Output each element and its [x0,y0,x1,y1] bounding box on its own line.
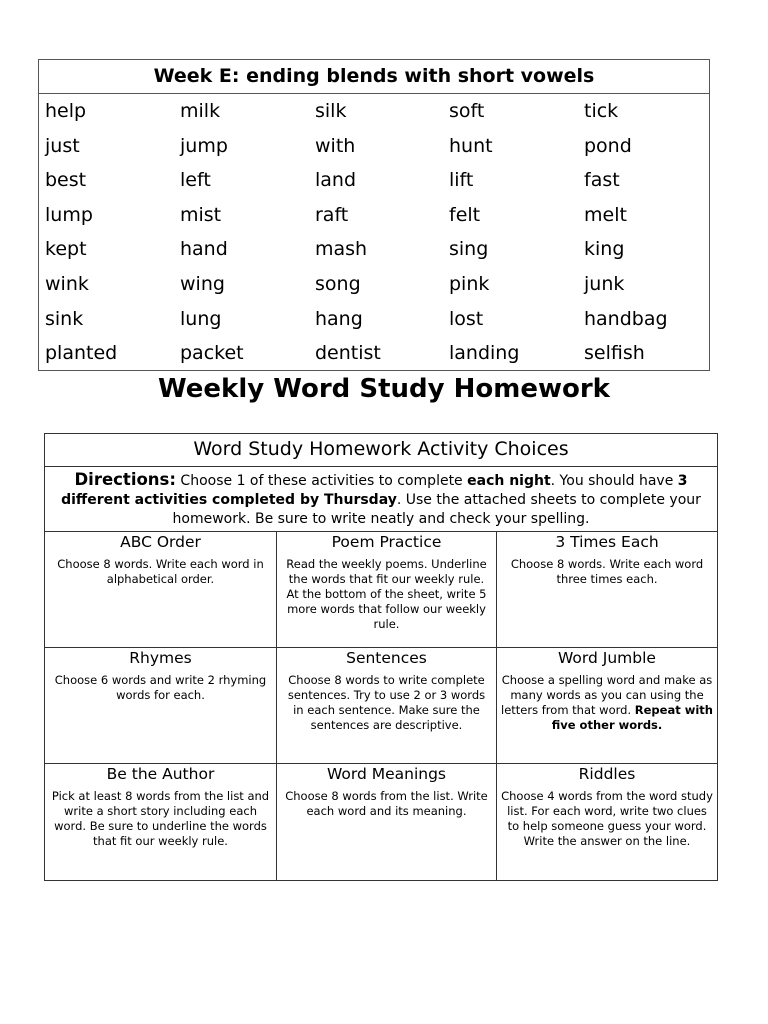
spelling-word: junk [584,272,625,295]
directions [45,467,717,532]
directions-bold-1: each night [467,473,551,489]
spelling-word: sink [45,307,84,330]
spelling-word: jump [180,134,228,157]
spelling-word: lift [449,169,474,192]
spelling-word: tick [584,100,619,122]
activity-note: Repeat with five other words. [551,703,713,732]
word-grid [39,94,709,371]
activity-title: Rhymes [129,649,192,667]
spelling-word: left [180,169,211,192]
spelling-word: raft [315,203,349,226]
spelling-word: soft [449,100,485,122]
activity-cell [45,648,277,764]
activity-cell [497,532,717,648]
spelling-word: song [315,272,361,295]
page-title: Weekly Word Study Homework [158,374,610,404]
activity-description [281,789,492,819]
spelling-word: handbag [584,307,668,330]
spelling-word: fast [584,169,620,192]
activity-description-text: Choose 8 words. Write each word in alphabetical order. [57,557,264,586]
activity-description [49,673,272,703]
directions-text-3: . Use the attached sheets to complete your homework. Be sure to write neatly and check your spelling. [172,492,701,527]
spelling-word: lost [449,307,484,330]
activity-description-text: Choose 8 words from the list. Write each word and its meaning. [285,789,488,818]
directions-text-2: . You should have [550,473,678,489]
activity-choices-table [44,433,718,881]
spelling-word: just [45,134,80,157]
spelling-word: sing [449,238,489,261]
activity-description-text: Choose 8 words. Write each word three times each. [510,557,704,586]
spelling-word: pond [584,134,632,157]
spelling-word: selfish [584,342,645,365]
activity-cell [497,764,717,880]
spelling-word: pink [449,272,490,295]
activity-grid [45,532,717,880]
activity-title: Riddles [578,765,636,783]
activity-cell [497,648,717,764]
activity-cell [277,764,497,880]
spelling-word: wing [180,272,225,295]
activity-description [501,789,713,849]
activity-title: Poem Practice [331,533,442,551]
spelling-word: melt [584,203,627,226]
spelling-word: lung [180,307,222,330]
activity-description [49,557,272,587]
spelling-word: hunt [449,134,493,157]
activity-description-text: Choose 8 words to write complete sentences. Try to use 2 or 3 words in each sentence. Make sure the sentences are descriptive. [287,673,486,732]
activity-title: Word Jumble [558,649,656,667]
spelling-word: dentist [315,342,381,365]
spelling-word: felt [449,203,481,226]
spelling-word-table [38,59,710,371]
spelling-word: milk [180,100,221,122]
activity-cell [45,764,277,880]
activity-title: Sentences [346,649,427,667]
activity-description [501,557,713,587]
spelling-word: hang [315,307,363,330]
spelling-word: kept [45,238,87,261]
spelling-word: landing [449,342,520,365]
activity-description-text: Read the weekly poems. Underline the words that fit our weekly rule. At the bottom of the sheet, write 5 more words that follow our weekly rule. [286,557,487,631]
spelling-word: mash [315,238,368,261]
activity-cell [277,648,497,764]
spelling-word: planted [45,342,118,365]
activity-title: Word Meanings [326,765,447,783]
spelling-word: silk [315,100,347,122]
spelling-word: land [315,169,357,192]
directions-label: Directions: [74,470,176,489]
activity-title: 3 Times Each [555,533,659,551]
spelling-word: lump [45,203,93,226]
activity-description-text: Choose a spelling word and make as many words as you can using the letters from that word. [501,673,713,717]
activity-table-title: Word Study Homework Activity Choices [45,434,717,467]
activity-description [281,557,492,632]
spelling-word: help [45,100,87,122]
activity-title: ABC Order [120,533,201,551]
spelling-word: hand [180,238,228,261]
activity-description [281,673,492,733]
spelling-word: mist [180,203,222,226]
directions-bold-2: 3 different activities completed by Thursday [61,473,688,508]
word-list-title: Week E: ending blends with short vowels [39,60,709,94]
activity-description [49,789,272,849]
activity-description-text: Choose 6 words and write 2 rhyming words for each. [54,673,267,702]
spelling-word: king [584,238,625,261]
activity-description [501,673,713,733]
activity-description-text: Pick at least 8 words from the list and write a short story including each word. Be sure to underline the words that fit our weekly rule. [51,789,270,848]
activity-cell [45,532,277,648]
activity-title: Be the Author [106,765,215,783]
spelling-word: with [315,134,356,157]
directions-text-1: Choose 1 of these activities to complete [175,473,468,489]
activity-description-text: Choose 4 words from the word study list. For each word, write two clues to help someone guess your word. Write the answer on the line. [501,789,713,848]
spelling-word: packet [180,342,244,365]
spelling-word: wink [45,272,89,295]
spelling-word: best [45,169,87,192]
activity-cell [277,532,497,648]
